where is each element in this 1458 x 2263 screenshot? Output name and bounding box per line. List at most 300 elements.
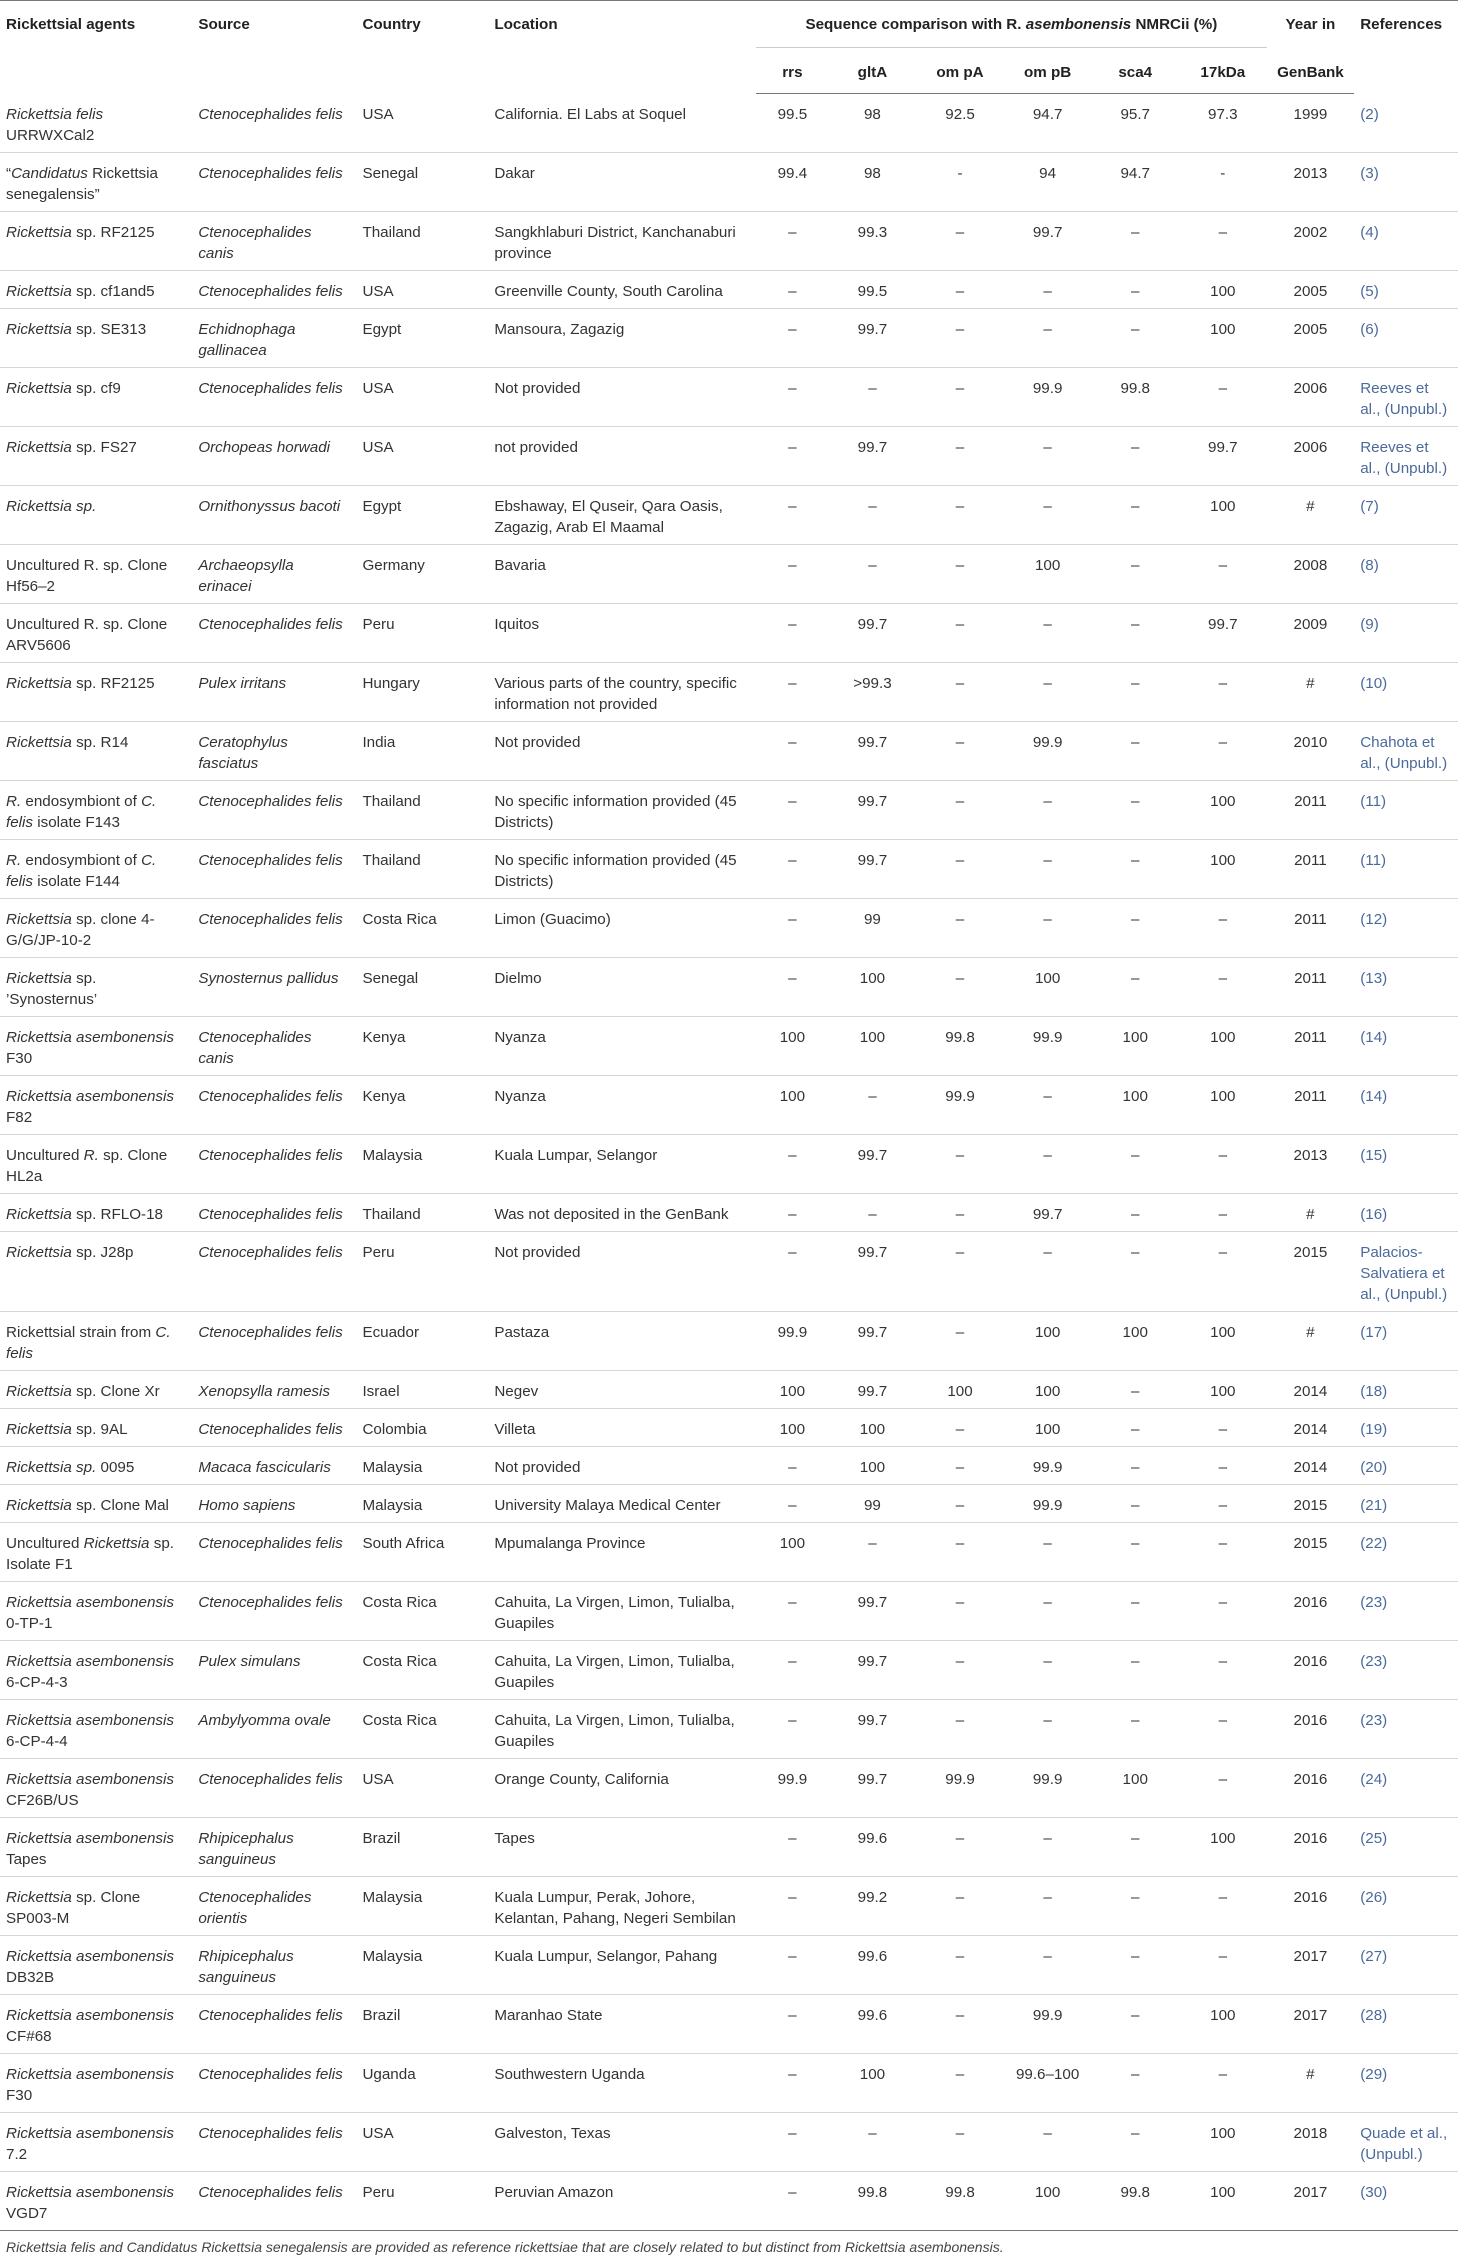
cell-identity-value: – <box>1091 485 1179 544</box>
table-row <box>0 1994 1458 2053</box>
cell-identity-value: – <box>916 1408 1004 1446</box>
cell-reference: (21) <box>1354 1484 1458 1522</box>
cell-year: 2015 <box>1267 1231 1355 1311</box>
cell-identity-value: – <box>1091 1994 1179 2053</box>
cell-country: Peru <box>356 603 488 662</box>
cell-identity-value: – <box>1179 721 1267 780</box>
table-row <box>0 839 1458 898</box>
cell-identity-value: – <box>1004 662 1092 721</box>
col-location: Location <box>488 1 756 94</box>
table-row <box>0 270 1458 308</box>
cell-identity-value: 99.6 <box>829 1994 917 2053</box>
cell-source: Pulex irritans <box>192 662 356 721</box>
col-ompb: om pB <box>1004 48 1092 94</box>
cell-year: 2016 <box>1267 1758 1355 1817</box>
cell-identity-value: – <box>829 1075 917 1134</box>
cell-year: 2010 <box>1267 721 1355 780</box>
cell-identity-value: 99.9 <box>916 1075 1004 1134</box>
cell-location: Not provided <box>488 1231 756 1311</box>
table-row <box>0 485 1458 544</box>
cell-location: Kuala Lumpur, Perak, Johore, Kelantan, Pahang, Negeri Sembilan <box>488 1876 756 1935</box>
cell-identity-value: – <box>916 1581 1004 1640</box>
cell-reference: Quade et al., (Unpubl.) <box>1354 2112 1458 2171</box>
cell-reference: (13) <box>1354 957 1458 1016</box>
cell-reference: (22) <box>1354 1522 1458 1581</box>
cell-identity-value: – <box>756 270 828 308</box>
cell-identity-value: – <box>829 2112 917 2171</box>
cell-location: Villeta <box>488 1408 756 1446</box>
cell-identity-value: – <box>916 1522 1004 1581</box>
cell-identity-value: – <box>1179 1193 1267 1231</box>
cell-identity-value: – <box>916 603 1004 662</box>
cell-identity-value: 100 <box>1179 2112 1267 2171</box>
table-row <box>0 308 1458 367</box>
cell-identity-value: – <box>829 544 917 603</box>
cell-year: 2009 <box>1267 603 1355 662</box>
col-sca4: sca4 <box>1091 48 1179 94</box>
cell-identity-value: 100 <box>829 1408 917 1446</box>
cell-identity-value: 99.8 <box>916 1016 1004 1075</box>
cell-year: 2011 <box>1267 957 1355 1016</box>
cell-identity-value: 99.6–100 <box>1004 2053 1092 2112</box>
cell-identity-value: – <box>916 270 1004 308</box>
cell-reference: (28) <box>1354 1994 1458 2053</box>
cell-identity-value: – <box>1091 1446 1179 1484</box>
table-row <box>0 1758 1458 1817</box>
cell-agent: Rickettsia sp. clone 4-G/G/JP-10-2 <box>0 898 192 957</box>
cell-identity-value: 99.7 <box>829 1231 917 1311</box>
cell-reference: (3) <box>1354 152 1458 211</box>
cell-identity-value: – <box>1004 308 1092 367</box>
cell-location: Dielmo <box>488 957 756 1016</box>
cell-identity-value: – <box>1091 1522 1179 1581</box>
cell-identity-value: 100 <box>756 1075 828 1134</box>
cell-country: USA <box>356 426 488 485</box>
cell-agent: Rickettsia sp. Clone Xr <box>0 1370 192 1408</box>
cell-location: Dakar <box>488 152 756 211</box>
cell-identity-value: 99.2 <box>829 1876 917 1935</box>
cell-country: South Africa <box>356 1522 488 1581</box>
cell-identity-value: – <box>1004 603 1092 662</box>
cell-location: Limon (Guacimo) <box>488 898 756 957</box>
cell-identity-value: – <box>756 1581 828 1640</box>
cell-identity-value: – <box>1091 1134 1179 1193</box>
cell-source: Ctenocephalides orientis <box>192 1876 356 1935</box>
cell-identity-value: – <box>1004 780 1092 839</box>
cell-reference: (26) <box>1354 1876 1458 1935</box>
cell-reference: (4) <box>1354 211 1458 270</box>
cell-identity-value: – <box>1004 839 1092 898</box>
cell-reference: (27) <box>1354 1935 1458 1994</box>
cell-agent: Rickettsia sp. <box>0 485 192 544</box>
cell-identity-value: – <box>1179 1134 1267 1193</box>
cell-reference: (19) <box>1354 1408 1458 1446</box>
cell-identity-value: 99.4 <box>756 152 828 211</box>
cell-reference: Reeves et al., (Unpubl.) <box>1354 426 1458 485</box>
cell-country: Malaysia <box>356 1935 488 1994</box>
cell-reference: (17) <box>1354 1311 1458 1370</box>
table-row <box>0 1935 1458 1994</box>
cell-source: Ctenocephalides felis <box>192 270 356 308</box>
cell-agent: Rickettsia sp. Clone SP003-M <box>0 1876 192 1935</box>
cell-agent: Rickettsia sp. cf9 <box>0 367 192 426</box>
cell-location: University Malaya Medical Center <box>488 1484 756 1522</box>
cell-identity-value: – <box>916 426 1004 485</box>
cell-year: 2005 <box>1267 270 1355 308</box>
cell-reference: (6) <box>1354 308 1458 367</box>
cell-identity-value: 100 <box>756 1408 828 1446</box>
cell-location: Peruvian Amazon <box>488 2171 756 2230</box>
cell-country: Colombia <box>356 1408 488 1446</box>
cell-reference: Chahota et al., (Unpubl.) <box>1354 721 1458 780</box>
cell-location: Was not deposited in the GenBank <box>488 1193 756 1231</box>
cell-year: 1999 <box>1267 94 1355 153</box>
cell-identity-value: – <box>1091 839 1179 898</box>
cell-reference: (23) <box>1354 1640 1458 1699</box>
cell-year: 2011 <box>1267 780 1355 839</box>
table-body <box>0 94 1458 2231</box>
cell-identity-value: – <box>1091 308 1179 367</box>
cell-location: Ebshaway, El Quseir, Qara Oasis, Zagazig, Arab El Maamal <box>488 485 756 544</box>
col-source: Source <box>192 1 356 94</box>
cell-identity-value: – <box>756 721 828 780</box>
cell-identity-value: 98 <box>829 94 917 153</box>
cell-identity-value: – <box>756 2112 828 2171</box>
cell-country: USA <box>356 2112 488 2171</box>
cell-source: Ctenocephalides felis <box>192 1134 356 1193</box>
cell-source: Echidnophaga gallinacea <box>192 308 356 367</box>
cell-identity-value: 99.7 <box>829 308 917 367</box>
col-glta: gltA <box>829 48 917 94</box>
cell-identity-value: 100 <box>1091 1016 1179 1075</box>
table-row <box>0 957 1458 1016</box>
cell-identity-value: 99 <box>829 898 917 957</box>
cell-identity-value: – <box>916 898 1004 957</box>
table-row <box>0 898 1458 957</box>
cell-identity-value: – <box>1004 2112 1092 2171</box>
cell-identity-value: – <box>916 1134 1004 1193</box>
cell-country: Peru <box>356 1231 488 1311</box>
col-year-genbank: GenBank <box>1267 48 1355 94</box>
cell-identity-value: – <box>1179 1446 1267 1484</box>
cell-identity-value: 100 <box>829 1446 917 1484</box>
cell-identity-value: 97.3 <box>1179 94 1267 153</box>
cell-identity-value: – <box>756 1876 828 1935</box>
cell-identity-value: 99 <box>829 1484 917 1522</box>
table-row <box>0 544 1458 603</box>
cell-source: Rhipicephalus sanguineus <box>192 1817 356 1876</box>
cell-year: 2017 <box>1267 1935 1355 1994</box>
cell-source: Homo sapiens <box>192 1484 356 1522</box>
cell-agent: Rickettsia sp. R14 <box>0 721 192 780</box>
cell-identity-value: 99.7 <box>829 1640 917 1699</box>
cell-reference: (24) <box>1354 1758 1458 1817</box>
cell-location: Orange County, California <box>488 1758 756 1817</box>
cell-source: Ctenocephalides felis <box>192 94 356 153</box>
cell-location: Mpumalanga Province <box>488 1522 756 1581</box>
cell-year: 2016 <box>1267 1581 1355 1640</box>
cell-identity-value: – <box>1091 426 1179 485</box>
cell-identity-value: – <box>1179 211 1267 270</box>
cell-source: Ctenocephalides felis <box>192 603 356 662</box>
cell-identity-value: – <box>829 367 917 426</box>
cell-identity-value: – <box>1004 1699 1092 1758</box>
cell-identity-value: 92.5 <box>916 94 1004 153</box>
table-row <box>0 721 1458 780</box>
cell-agent: Rickettsia sp. Clone Mal <box>0 1484 192 1522</box>
table-row <box>0 603 1458 662</box>
cell-identity-value: 100 <box>756 1522 828 1581</box>
cell-reference: (18) <box>1354 1370 1458 1408</box>
col-country: Country <box>356 1 488 94</box>
cell-country: Malaysia <box>356 1134 488 1193</box>
cell-identity-value: 99.7 <box>1004 1193 1092 1231</box>
cell-identity-value: 94.7 <box>1091 152 1179 211</box>
cell-identity-value: – <box>1091 1640 1179 1699</box>
cell-source: Ctenocephalides felis <box>192 1522 356 1581</box>
cell-identity-value: – <box>1091 1876 1179 1935</box>
cell-source: Ctenocephalides felis <box>192 1231 356 1311</box>
cell-location: Nyanza <box>488 1075 756 1134</box>
cell-country: Thailand <box>356 780 488 839</box>
cell-reference: (25) <box>1354 1817 1458 1876</box>
cell-identity-value: 99.9 <box>756 1311 828 1370</box>
cell-identity-value: – <box>1179 1876 1267 1935</box>
cell-identity-value: 100 <box>1179 308 1267 367</box>
cell-source: Ctenocephalides felis <box>192 898 356 957</box>
cell-identity-value: 100 <box>1004 957 1092 1016</box>
table-row <box>0 367 1458 426</box>
cell-identity-value: 100 <box>1179 1994 1267 2053</box>
cell-identity-value: – <box>1179 1935 1267 1994</box>
cell-identity-value: 99.9 <box>756 1758 828 1817</box>
cell-agent: Rickettsia asembonensis VGD7 <box>0 2171 192 2230</box>
cell-country: USA <box>356 1758 488 1817</box>
table-row <box>0 1370 1458 1408</box>
cell-year: 2017 <box>1267 2171 1355 2230</box>
cell-country: Ecuador <box>356 1311 488 1370</box>
cell-identity-value: – <box>1004 1075 1092 1134</box>
cell-country: Malaysia <box>356 1876 488 1935</box>
cell-country: Israel <box>356 1370 488 1408</box>
cell-identity-value: 99.5 <box>829 270 917 308</box>
cell-identity-value: – <box>756 1935 828 1994</box>
cell-identity-value: – <box>756 485 828 544</box>
cell-reference: (29) <box>1354 2053 1458 2112</box>
cell-year: 2016 <box>1267 1640 1355 1699</box>
cell-identity-value: 99.7 <box>829 1758 917 1817</box>
cell-identity-value: – <box>829 1193 917 1231</box>
cell-reference: (30) <box>1354 2171 1458 2230</box>
table-row <box>0 1408 1458 1446</box>
cell-country: Costa Rica <box>356 1581 488 1640</box>
cell-source: Ctenocephalides felis <box>192 2053 356 2112</box>
cell-identity-value: 99.8 <box>1091 2171 1179 2230</box>
cell-identity-value: >99.3 <box>829 662 917 721</box>
cell-country: Senegal <box>356 152 488 211</box>
cell-identity-value: – <box>1091 603 1179 662</box>
cell-reference: (11) <box>1354 780 1458 839</box>
cell-identity-value: 99.7 <box>829 1370 917 1408</box>
cell-identity-value: 99.9 <box>1004 1484 1092 1522</box>
cell-identity-value: 100 <box>916 1370 1004 1408</box>
cell-year: 2015 <box>1267 1522 1355 1581</box>
cell-identity-value: – <box>1179 1231 1267 1311</box>
cell-identity-value: – <box>1004 485 1092 544</box>
cell-identity-value: - <box>1179 152 1267 211</box>
cell-identity-value: – <box>1004 270 1092 308</box>
cell-location: Pastaza <box>488 1311 756 1370</box>
cell-country: Hungary <box>356 662 488 721</box>
cell-source: Rhipicephalus sanguineus <box>192 1935 356 1994</box>
cell-identity-value: 100 <box>756 1370 828 1408</box>
cell-agent: Rickettsia sp. RF2125 <box>0 662 192 721</box>
cell-reference: (14) <box>1354 1075 1458 1134</box>
table-row <box>0 1640 1458 1699</box>
cell-location: Various parts of the country, specific information not provided <box>488 662 756 721</box>
cell-identity-value: – <box>756 957 828 1016</box>
cell-identity-value: 99.9 <box>1004 367 1092 426</box>
cell-identity-value: – <box>756 1231 828 1311</box>
table-row <box>0 1699 1458 1758</box>
cell-agent: Rickettsia asembonensis F30 <box>0 2053 192 2112</box>
cell-year: 2002 <box>1267 211 1355 270</box>
cell-identity-value: 100 <box>1091 1311 1179 1370</box>
cell-location: Cahuita, La Virgen, Limon, Tulialba, Guapiles <box>488 1640 756 1699</box>
cell-identity-value: – <box>756 1484 828 1522</box>
cell-location: Iquitos <box>488 603 756 662</box>
cell-agent: Rickettsia asembonensis 6-CP-4-4 <box>0 1699 192 1758</box>
cell-source: Synosternus pallidus <box>192 957 356 1016</box>
cell-identity-value: – <box>1091 1817 1179 1876</box>
cell-country: Peru <box>356 2171 488 2230</box>
cell-identity-value: – <box>1179 898 1267 957</box>
cell-identity-value: 100 <box>829 957 917 1016</box>
cell-identity-value: 99.7 <box>829 839 917 898</box>
cell-year: # <box>1267 2053 1355 2112</box>
col-year: Year in <box>1267 1 1355 48</box>
cell-country: Egypt <box>356 308 488 367</box>
cell-country: Malaysia <box>356 1484 488 1522</box>
cell-source: Xenopsylla ramesis <box>192 1370 356 1408</box>
cell-identity-value: – <box>916 2053 1004 2112</box>
cell-reference: Palacios-Salvatiera et al., (Unpubl.) <box>1354 1231 1458 1311</box>
cell-identity-value: - <box>916 152 1004 211</box>
cell-reference: (15) <box>1354 1134 1458 1193</box>
table-footnote: Rickettsia felis and Candidatus Rickettsia senegalensis are provided as reference rickettsiae that are closely related to but distinct from Rickettsia asembonensis. <box>6 2238 1004 2255</box>
cell-source: Ctenocephalides felis <box>192 780 356 839</box>
cell-identity-value: 100 <box>1091 1075 1179 1134</box>
cell-identity-value: 100 <box>756 1016 828 1075</box>
cell-agent: Rickettsia asembonensis CF#68 <box>0 1994 192 2053</box>
cell-identity-value: 99.3 <box>829 211 917 270</box>
cell-location: Galveston, Texas <box>488 2112 756 2171</box>
cell-source: Ctenocephalides canis <box>192 1016 356 1075</box>
cell-year: 2017 <box>1267 1994 1355 2053</box>
cell-agent: R. endosymbiont of C. felis isolate F143 <box>0 780 192 839</box>
cell-identity-value: 100 <box>829 2053 917 2112</box>
cell-country: Thailand <box>356 839 488 898</box>
table-row <box>0 1446 1458 1484</box>
cell-reference: (9) <box>1354 603 1458 662</box>
cell-identity-value: – <box>916 1484 1004 1522</box>
cell-location: California. El Labs at Soquel <box>488 94 756 153</box>
cell-identity-value: 100 <box>1179 839 1267 898</box>
cell-year: 2006 <box>1267 367 1355 426</box>
cell-identity-value: – <box>1091 544 1179 603</box>
cell-agent: Uncultured R. sp. Clone ARV5606 <box>0 603 192 662</box>
cell-identity-value: 100 <box>1179 2171 1267 2230</box>
table-row <box>0 1134 1458 1193</box>
cell-identity-value: – <box>916 211 1004 270</box>
table-row <box>0 1876 1458 1935</box>
cell-source: Ctenocephalides felis <box>192 1193 356 1231</box>
header-row-1 <box>0 1 1458 48</box>
cell-identity-value: – <box>916 367 1004 426</box>
cell-identity-value: – <box>1091 898 1179 957</box>
cell-identity-value: 99.6 <box>829 1935 917 1994</box>
cell-country: Germany <box>356 544 488 603</box>
cell-identity-value: 99.8 <box>1091 367 1179 426</box>
cell-agent: Rickettsia sp. FS27 <box>0 426 192 485</box>
cell-country: Kenya <box>356 1016 488 1075</box>
cell-year: 2013 <box>1267 152 1355 211</box>
cell-reference: Reeves et al., (Unpubl.) <box>1354 367 1458 426</box>
cell-identity-value: 100 <box>1179 1311 1267 1370</box>
cell-reference: (20) <box>1354 1446 1458 1484</box>
cell-source: Archaeopsylla erinacei <box>192 544 356 603</box>
table-row <box>0 1817 1458 1876</box>
cell-country: USA <box>356 367 488 426</box>
cell-identity-value: 99.7 <box>829 1581 917 1640</box>
cell-identity-value: – <box>1091 2112 1179 2171</box>
col-ompa: om pA <box>916 48 1004 94</box>
cell-identity-value: 99.9 <box>1004 1016 1092 1075</box>
cell-agent: Rickettsia sp. J28p <box>0 1231 192 1311</box>
cell-identity-value: – <box>1091 270 1179 308</box>
cell-identity-value: – <box>1179 662 1267 721</box>
cell-identity-value: – <box>756 544 828 603</box>
col-17kda: 17kDa <box>1179 48 1267 94</box>
cell-identity-value: 99.9 <box>1004 721 1092 780</box>
cell-country: Kenya <box>356 1075 488 1134</box>
col-rrs: rrs <box>756 48 828 94</box>
cell-location: Bavaria <box>488 544 756 603</box>
cell-agent: Rickettsia felis URRWXCal2 <box>0 94 192 153</box>
cell-location: No specific information provided (45 Districts) <box>488 839 756 898</box>
cell-identity-value: – <box>916 1817 1004 1876</box>
cell-identity-value: 95.7 <box>1091 94 1179 153</box>
cell-identity-value: 100 <box>1091 1758 1179 1817</box>
cell-identity-value: – <box>1179 1758 1267 1817</box>
cell-identity-value: 99.7 <box>829 780 917 839</box>
cell-identity-value: – <box>916 2112 1004 2171</box>
cell-agent: Rickettsia sp. RF2125 <box>0 211 192 270</box>
cell-source: Ctenocephalides felis <box>192 1075 356 1134</box>
cell-year: 2005 <box>1267 308 1355 367</box>
cell-reference: (7) <box>1354 485 1458 544</box>
cell-identity-value: – <box>1091 1408 1179 1446</box>
cell-identity-value: – <box>756 1134 828 1193</box>
col-references: References <box>1354 1 1458 94</box>
cell-identity-value: – <box>756 308 828 367</box>
cell-identity-value: – <box>1179 367 1267 426</box>
cell-year: 2014 <box>1267 1370 1355 1408</box>
cell-location: not provided <box>488 426 756 485</box>
cell-identity-value: – <box>756 898 828 957</box>
cell-source: Ambylyomma ovale <box>192 1699 356 1758</box>
cell-year: 2008 <box>1267 544 1355 603</box>
